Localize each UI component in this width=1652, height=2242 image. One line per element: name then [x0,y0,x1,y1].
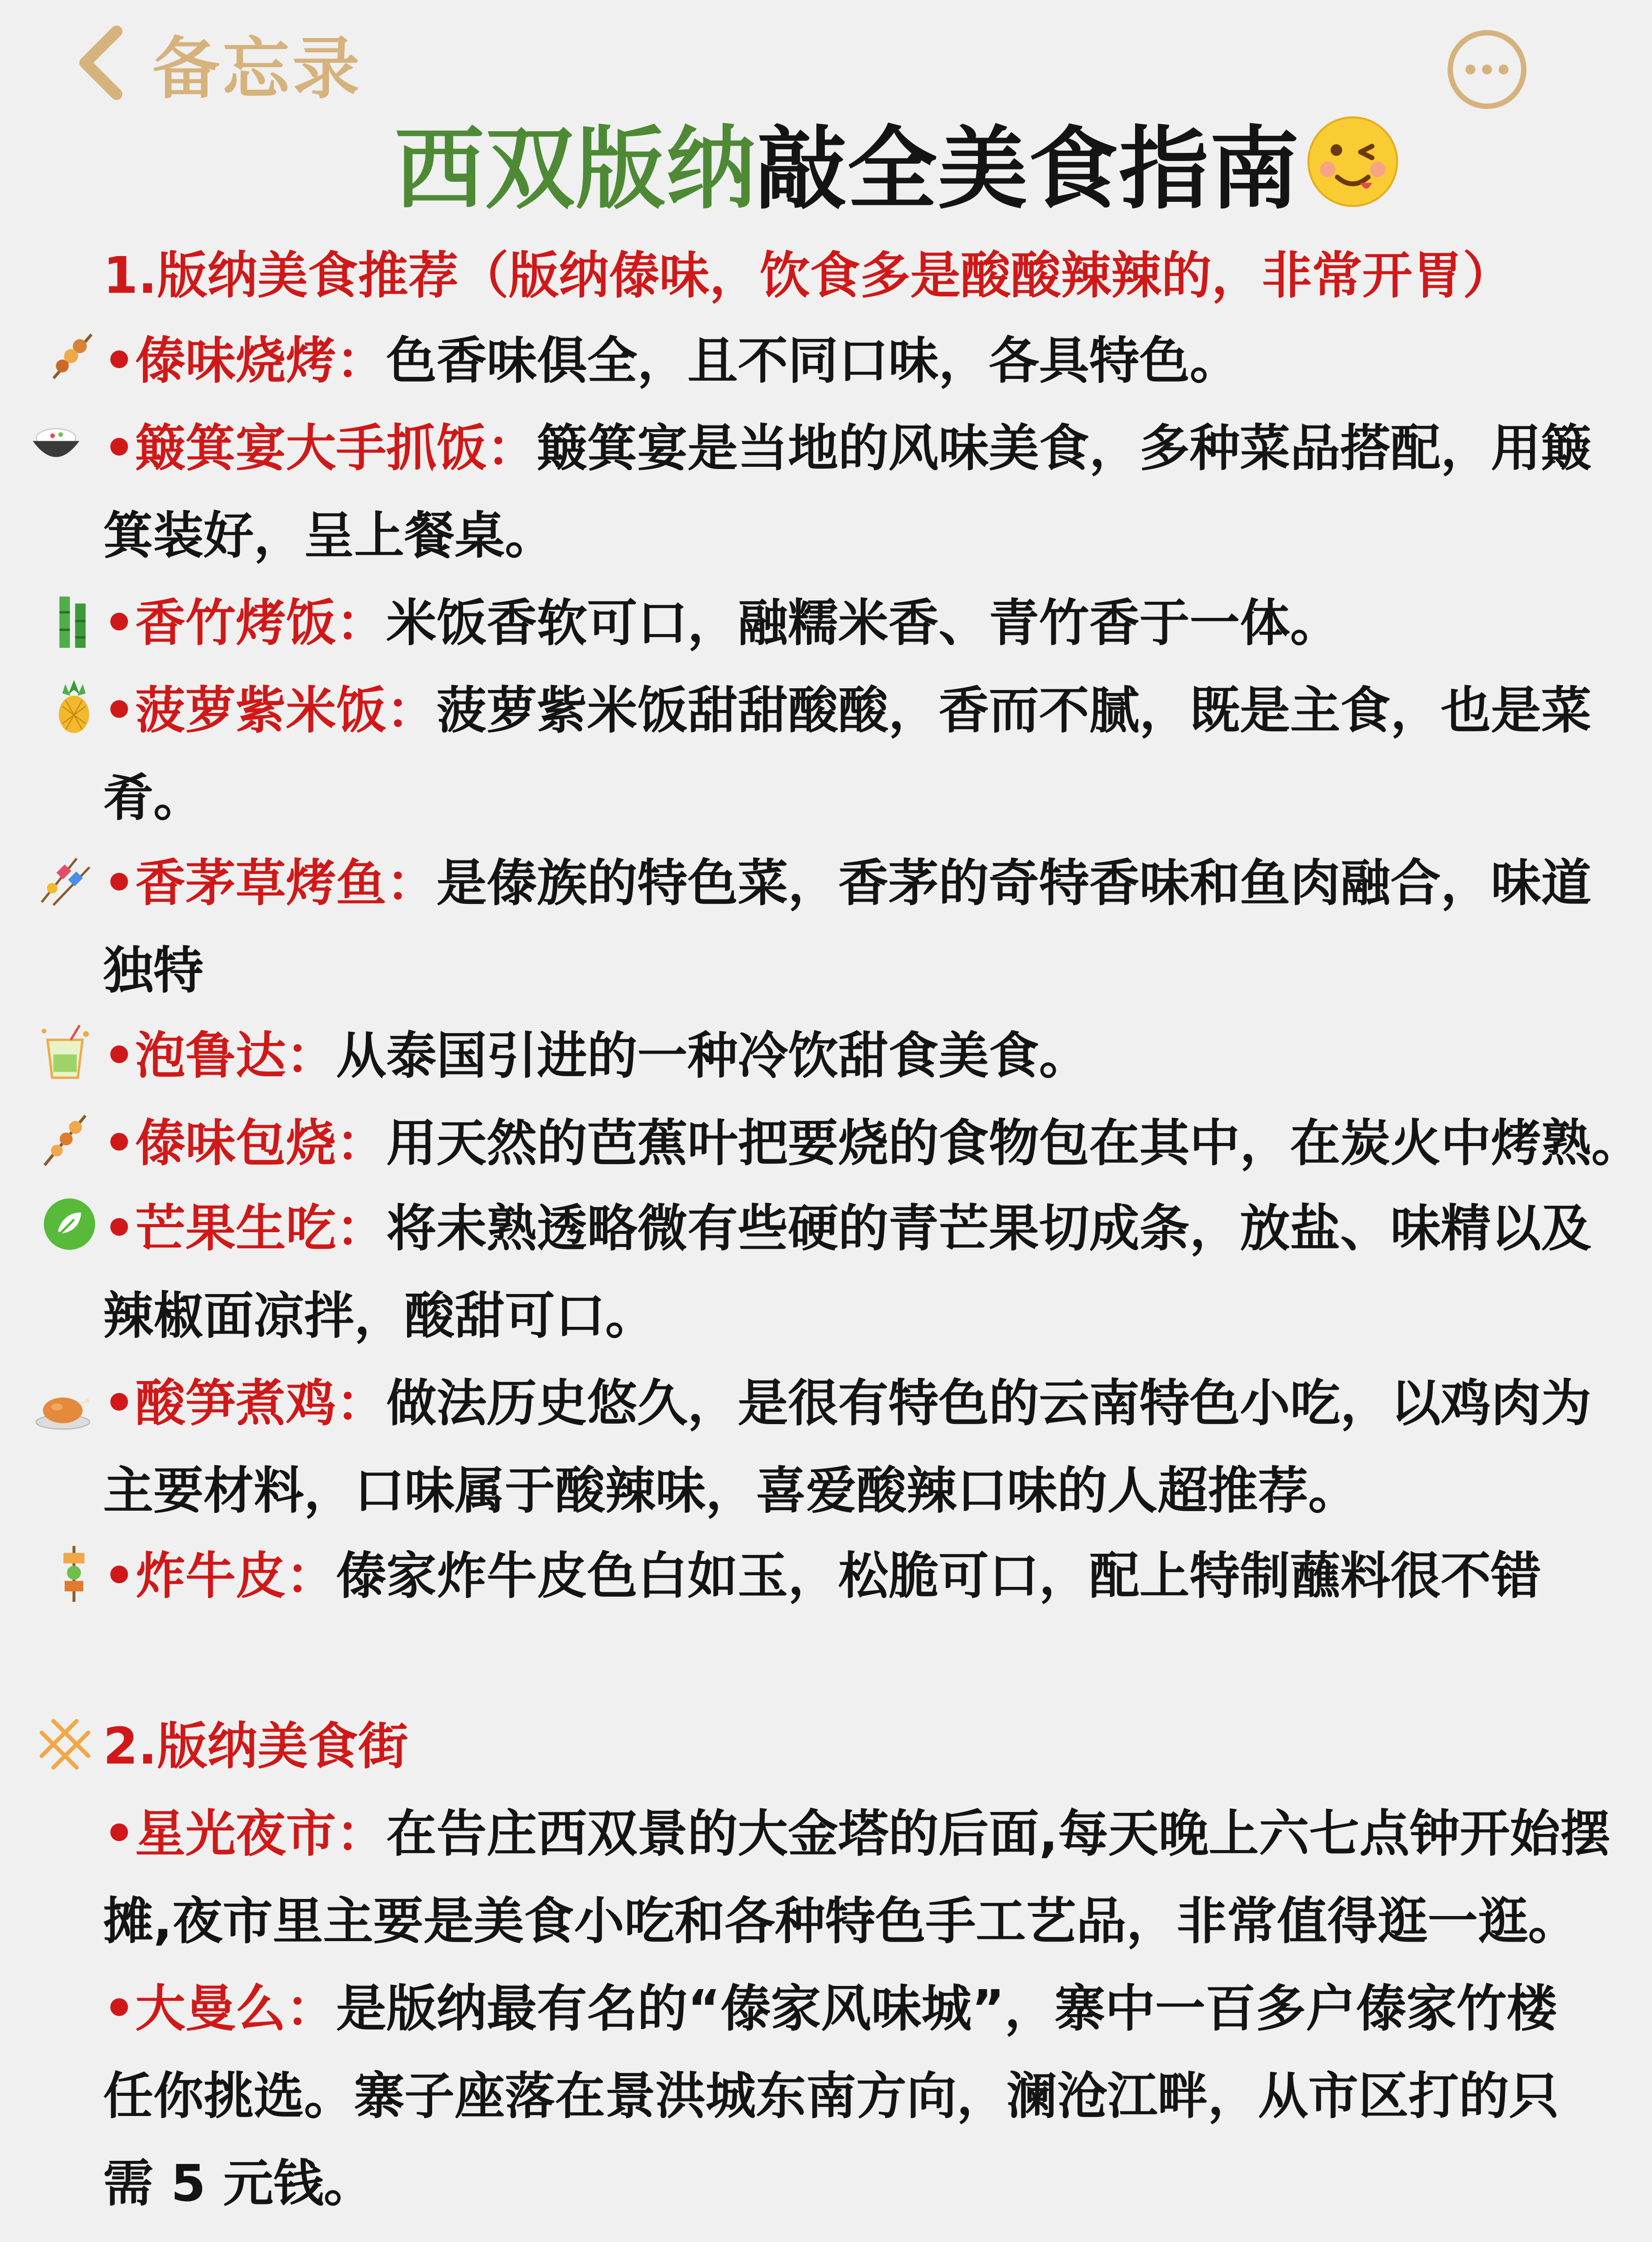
item-desc-continued: 任你挑选。寨子座落在景洪城东南方向，澜沧江畔，从市区打的只 [103,2067,1559,2125]
chevron-left-icon [67,22,134,103]
item-desc-continued: 独特 [103,942,204,1000]
item-desc: 傣家炸牛皮色白如玉，松脆可口，配上特制蘸料很不错 [336,1547,1541,1605]
list-item [103,590,1340,657]
title-text: 敲全美食指南 [757,117,1301,222]
item-name: •菠萝紫米饭： [103,682,437,740]
item-desc: 色香味俱全，且不同口味，各具特色。 [386,332,1240,390]
top-bar [0,0,1652,112]
drink-icon [36,1022,94,1081]
item-name: •香竹烤饭： [103,594,386,652]
item-desc-continued: 辣椒面凉拌，酸甜可口。 [103,1287,655,1345]
pineapple-icon [45,677,103,735]
item-name: •簸箕宴大手抓饭： [103,419,537,478]
roast-chicken-icon [34,1377,92,1435]
list-item [103,1542,1541,1610]
list-item [103,1022,1089,1090]
list-item [103,415,1591,482]
page-title [395,103,1401,220]
item-desc: 在告庄西双景的大金塔的后面,每天晚上六七点钟开始摆 [386,1805,1611,1863]
oden-icon [45,1545,103,1603]
item-desc-continued: 摊,夜市里主要是美食小吃和各种特色手工艺品，非常值得逛一逛。 [103,1892,1578,1951]
item-desc: 是傣族的特色菜，香茅的奇特香味和鱼肉融合，味道 [436,854,1591,912]
title-highlight: 西双版纳 [395,117,757,222]
item-name: •芒果生吃： [103,1199,386,1258]
item-desc-continued: 肴。 [103,769,204,827]
item-desc: 做法历史悠久，是很有特色的云南特色小吃，以鸡肉为 [386,1374,1591,1433]
item-desc: 将未熟透略微有些硬的青芒果切成条，放盐、味精以及 [386,1199,1591,1258]
skewer-icon [45,323,103,381]
item-name: •星光夜市： [103,1805,386,1863]
list-item [103,1800,1610,1868]
item-name: •傣味烧烤： [103,332,386,390]
item-desc-continued: 需 5 元钱。 [103,2155,374,2213]
back-label: 备忘录 [152,30,363,108]
item-desc-continued: 箕装好，呈上餐桌。 [103,507,555,565]
item-name: •泡鲁达： [103,1027,336,1085]
item-name: •傣味包烧： [103,1114,386,1173]
item-desc: 是版纳最有名的“傣家风味城”，寨中一百多户傣家竹楼 [336,1980,1557,2038]
kebab-icon [36,1110,94,1168]
item-desc: 菠萝紫米饭甜甜酸酸，香而不腻，既是主食，也是菜 [436,682,1591,740]
grilled-skewers-icon [36,850,94,908]
list-item [103,677,1591,744]
leaf-badge-icon [40,1195,99,1253]
item-name: •炸牛皮： [103,1547,336,1605]
section-1-heading: 1.版纳美食推荐（版纳傣味，饮食多是酸酸辣辣的，非常开胃） [103,247,1513,305]
item-desc: 簸箕宴是当地的风味美食，多种菜品搭配，用簸 [537,419,1591,478]
item-desc: 米饭香软可口，融糯米香、青竹香于一体。 [386,594,1340,652]
list-item [103,1110,1642,1177]
list-item [103,1975,1557,2042]
winking-face-icon [1305,113,1401,210]
list-item [103,1195,1591,1262]
list-item [103,327,1240,395]
item-desc: 用天然的芭蕉叶把要烧的食物包在其中，在炭火中烤熟。 [386,1114,1642,1173]
bamboo-icon [45,592,103,650]
list-item [103,1370,1591,1437]
list-item [103,850,1591,917]
more-options-icon[interactable] [1444,27,1530,112]
item-desc: 从泰国引进的一种冷饮甜食美食。 [336,1027,1089,1085]
item-name: •香茅草烤鱼： [103,854,437,912]
item-name: •大曼么： [103,1980,336,2038]
section-2-heading: 2.版纳美食街 [103,1717,408,1776]
rice-bowl-icon [27,415,85,473]
back-button[interactable] [67,22,363,108]
item-name: •酸笋煮鸡： [103,1374,386,1433]
item-desc-continued: 主要材料，口味属于酸辣味，喜爱酸辣口味的人超推荐。 [103,1462,1358,1520]
sparkle-lines-icon [36,1715,94,1773]
